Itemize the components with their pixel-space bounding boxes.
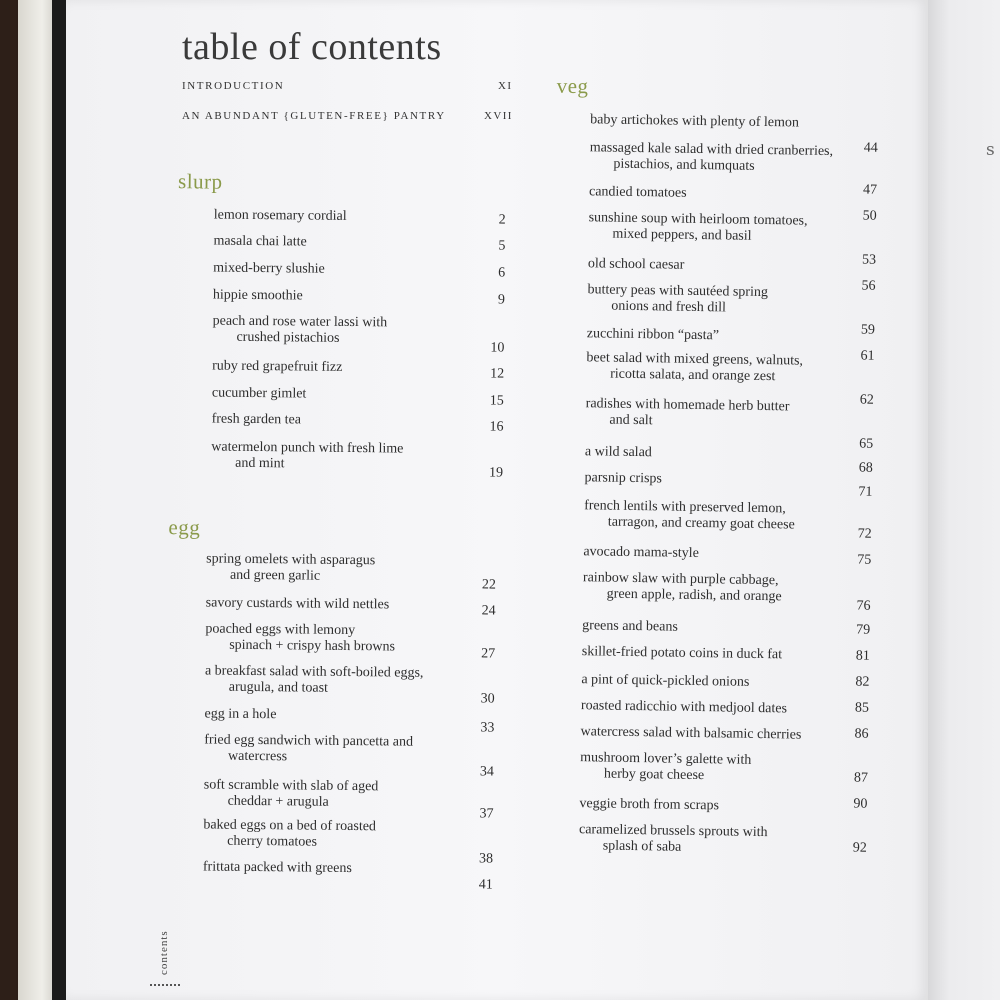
section-heading-slurp: slurp — [177, 169, 223, 194]
entry-page-number: 38 — [478, 851, 494, 867]
entry-title-continued: watercress — [228, 748, 288, 765]
entry-page-number: 15 — [489, 393, 504, 409]
entry-title: baby artichokes with plenty of lemon — [590, 112, 800, 131]
entry-page-number: 47 — [862, 182, 878, 198]
entry-page-number: 16 — [489, 419, 504, 435]
entry-page-number: 62 — [859, 392, 874, 408]
entry-page-number: 9 — [497, 292, 505, 308]
entry-title: watercress salad with balsamic cherries — [580, 724, 802, 743]
toc-entry — [588, 256, 685, 274]
entry-page-number: 34 — [479, 764, 495, 780]
entry-title: radishes with homemade herb butter — [585, 396, 790, 415]
entry-title: beet salad with mixed greens, walnuts, — [586, 350, 804, 369]
entry-title: lemon rosemary cordial — [213, 207, 347, 224]
entry-page-number: 53 — [861, 252, 877, 268]
entry-title: a breakfast salad with soft-boiled eggs, — [204, 663, 424, 681]
entry-title: cucumber gimlet — [211, 385, 307, 402]
entry-page-number: 65 — [859, 436, 874, 452]
toc-entry — [212, 386, 307, 403]
toc-entry — [205, 621, 395, 655]
entry-page-number: 50 — [862, 208, 877, 224]
entry-page-number: 82 — [855, 674, 870, 690]
entry-title: mixed-berry slushie — [213, 260, 325, 277]
entry-title: zucchini ribbon “pasta” — [586, 326, 720, 344]
toc-entry — [206, 595, 390, 613]
entry-title-continued: crushed pistachios — [236, 329, 340, 346]
toc-entry — [584, 498, 795, 533]
toc-entry — [587, 326, 719, 344]
entry-title: soft scramble with slab of aged — [203, 777, 379, 795]
entry-page-number: 27 — [481, 646, 496, 662]
entry-page-number: 22 — [481, 577, 496, 593]
entry-title: hippie smoothie — [212, 287, 303, 304]
entry-page-number: 79 — [856, 622, 871, 638]
entry-title: veggie broth from scraps — [579, 796, 720, 814]
facing-page — [928, 0, 1000, 1000]
entry-title: mushroom lover’s galette with — [580, 750, 752, 768]
entry-title: egg in a hole — [204, 706, 277, 723]
entry-title: buttery peas with sautéed spring — [587, 282, 769, 301]
entry-title: massaged kale salad with dried cranberries, — [589, 140, 834, 160]
entry-title: sunshine soup with heirloom tomatoes, — [588, 210, 808, 229]
entry-title: french lentils with preserved lemon, — [584, 498, 786, 517]
entry-title-continued: tarragon, and creamy goat cheese — [607, 514, 795, 533]
entry-title: watermelon punch with fresh lime — [211, 439, 404, 457]
entry-title-continued: cherry tomatoes — [227, 833, 318, 850]
entry-title: fresh garden tea — [211, 411, 302, 428]
toc-entry — [580, 724, 801, 743]
entry-title: candied tomatoes — [588, 184, 687, 201]
entry-title: roasted radicchio with medjool dates — [580, 698, 788, 717]
toc-entry — [204, 732, 413, 766]
entry-title-continued: and salt — [609, 412, 653, 429]
front-matter-page: XVII — [484, 110, 513, 122]
entry-title: a pint of quick-pickled onions — [581, 672, 750, 690]
page-title: table of contents — [182, 26, 442, 69]
entry-page-number: 85 — [854, 700, 870, 716]
entry-title: poached eggs with lemony — [205, 621, 356, 639]
entry-page-number: 87 — [853, 770, 868, 786]
toc-entry — [585, 444, 652, 461]
toc-entry — [212, 412, 302, 429]
entry-title-continued: arugula, and toast — [228, 679, 329, 696]
entry-page-number: 41 — [478, 877, 493, 893]
toc-entry — [585, 396, 789, 431]
entry-page-number: 24 — [481, 603, 496, 619]
entry-page-number: 10 — [490, 340, 505, 356]
entry-title: caramelized brussels sprouts with — [578, 822, 768, 841]
toc-entry — [206, 551, 375, 585]
toc-entry — [589, 140, 833, 176]
entry-title: greens and beans — [582, 618, 678, 635]
entry-title: baked eggs on a bed of roasted — [203, 817, 377, 835]
entry-title-continued: pistachios, and kumquats — [613, 156, 755, 174]
entry-page-number: 5 — [498, 238, 506, 254]
entry-title-continued: cheddar + arugula — [227, 793, 329, 810]
front-matter-label: INTRODUCTION — [182, 80, 285, 92]
entry-page-number: 61 — [860, 348, 875, 364]
toc-entry — [583, 570, 782, 605]
toc-entry — [213, 234, 306, 251]
toc-entry — [582, 644, 782, 663]
entry-title: spring omelets with asparagus — [206, 551, 376, 569]
entry-page-number: 71 — [858, 484, 873, 500]
entry-page-number: 6 — [498, 265, 506, 281]
entry-title-continued: green apple, radish, and orange — [606, 586, 782, 605]
toc-entry — [213, 261, 325, 278]
entry-title: old school caesar — [587, 256, 685, 273]
toc-entry — [205, 663, 424, 697]
entry-title-continued: onions and fresh dill — [611, 298, 727, 316]
entry-title: rainbow slaw with purple cabbage, — [582, 570, 779, 589]
entry-title: masala chai latte — [213, 233, 307, 250]
toc-entry — [203, 817, 376, 851]
entry-title-continued: and mint — [235, 455, 285, 472]
entry-page-number: 59 — [860, 322, 876, 338]
entry-title-continued: spinach + crispy hash browns — [229, 637, 396, 655]
toc-entry — [204, 777, 379, 811]
toc-entry — [204, 706, 276, 723]
facing-page-fragment: s — [986, 140, 995, 160]
entry-title-continued: mixed peppers, and basil — [612, 226, 752, 244]
front-matter-label: AN ABUNDANT {GLUTEN-FREE} PANTRY — [182, 110, 446, 122]
entry-title: ruby red grapefruit fizz — [212, 358, 343, 375]
entry-title: peach and rose water lassi with — [212, 313, 388, 331]
toc-entry — [214, 208, 347, 225]
entry-page-number: 12 — [490, 366, 505, 382]
toc-entry — [203, 859, 352, 877]
section-heading-egg: egg — [168, 515, 201, 540]
entry-title: a wild salad — [584, 444, 652, 461]
entry-page-number: 19 — [488, 465, 504, 481]
toc-entry — [589, 184, 687, 202]
entry-title-continued: and green garlic — [229, 567, 321, 584]
toc-entry — [584, 470, 662, 487]
contents-page — [66, 0, 928, 1000]
entry-title: fried egg sandwich with pancetta and — [204, 732, 414, 750]
toc-entry — [581, 698, 787, 717]
toc-entry — [580, 750, 752, 785]
entry-page-number: 76 — [856, 598, 871, 614]
section-heading-veg: veg — [556, 73, 589, 99]
front-matter-page: XI — [498, 80, 513, 92]
entry-page-number: 92 — [852, 840, 867, 856]
entry-page-number: 90 — [853, 796, 868, 812]
toc-entry — [581, 672, 749, 691]
entry-title-continued: splash of saba — [602, 838, 682, 855]
toc-entry — [587, 282, 768, 317]
entry-page-number: 72 — [857, 526, 872, 542]
toc-entry — [212, 359, 342, 376]
toc-entry — [579, 796, 719, 814]
entry-title: frittata packed with greens — [202, 859, 352, 877]
entry-page-number: 81 — [855, 648, 870, 664]
toc-entry — [579, 822, 768, 857]
entry-page-number: 2 — [498, 212, 506, 228]
toc-entry — [212, 314, 387, 348]
entry-title-continued: ricotta salata, and orange zest — [610, 366, 776, 385]
entry-page-number: 86 — [854, 726, 869, 742]
toc-entry — [590, 112, 799, 131]
toc-entry — [588, 210, 807, 245]
entry-title: savory custards with wild nettles — [205, 595, 390, 613]
toc-entry — [583, 544, 699, 562]
entry-page-number: 44 — [863, 140, 878, 156]
toc-entry — [586, 350, 803, 385]
entry-page-number: 75 — [857, 552, 872, 568]
entry-title: skillet-fried potato coins in duck fat — [581, 644, 783, 663]
toc-entry — [582, 618, 678, 636]
entry-title: parsnip crisps — [584, 470, 663, 487]
entry-page-number: 33 — [480, 720, 495, 736]
entry-title: avocado mama-style — [583, 544, 699, 562]
entry-page-number: 37 — [479, 806, 494, 822]
entry-title-continued: herby goat cheese — [603, 766, 705, 784]
entry-page-number: 56 — [861, 278, 876, 294]
running-head: contents — [158, 930, 170, 975]
entry-page-number: 68 — [858, 460, 873, 476]
footer-dots — [150, 984, 180, 986]
toc-entry — [213, 288, 303, 305]
toc-entry — [211, 440, 403, 474]
entry-page-number: 30 — [480, 691, 495, 707]
